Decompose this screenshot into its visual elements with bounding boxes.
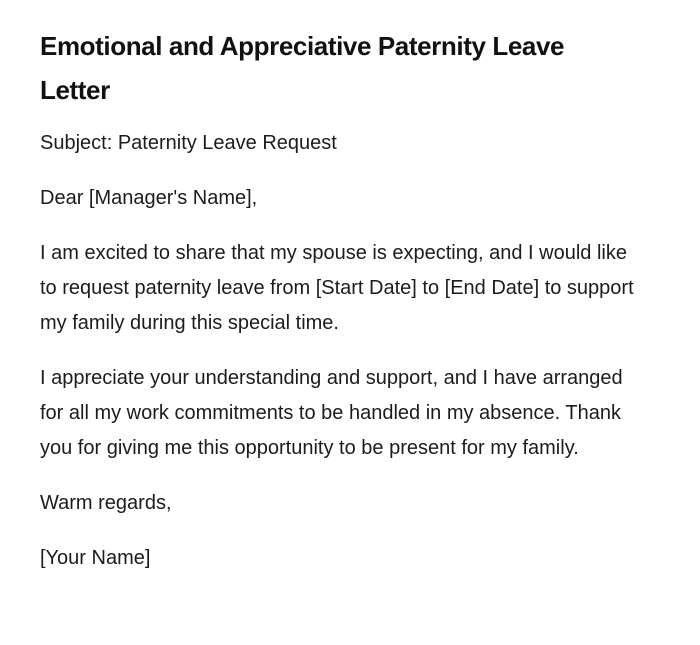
letter-paragraph-request: I am excited to share that my spouse is expecting, and I would like to request paternity leave from [Start Date] to [End Date] to support my family during this special time. — [40, 242, 634, 334]
letter-closing: Warm regards, — [40, 492, 172, 514]
letter-paragraph-appreciation: I appreciate your understanding and support, and I have arranged for all my work commitments to be handled in my absence. Thank you for giving me this opportunity to be present for my family. — [40, 367, 623, 459]
letter-title: Emotional and Appreciative Paternity Leave Letter — [40, 31, 565, 105]
letter-salutation: Dear [Manager's Name], — [40, 187, 258, 209]
letter-signature: [Your Name] — [40, 547, 151, 569]
letter-subject: Subject: Paternity Leave Request — [40, 132, 337, 154]
